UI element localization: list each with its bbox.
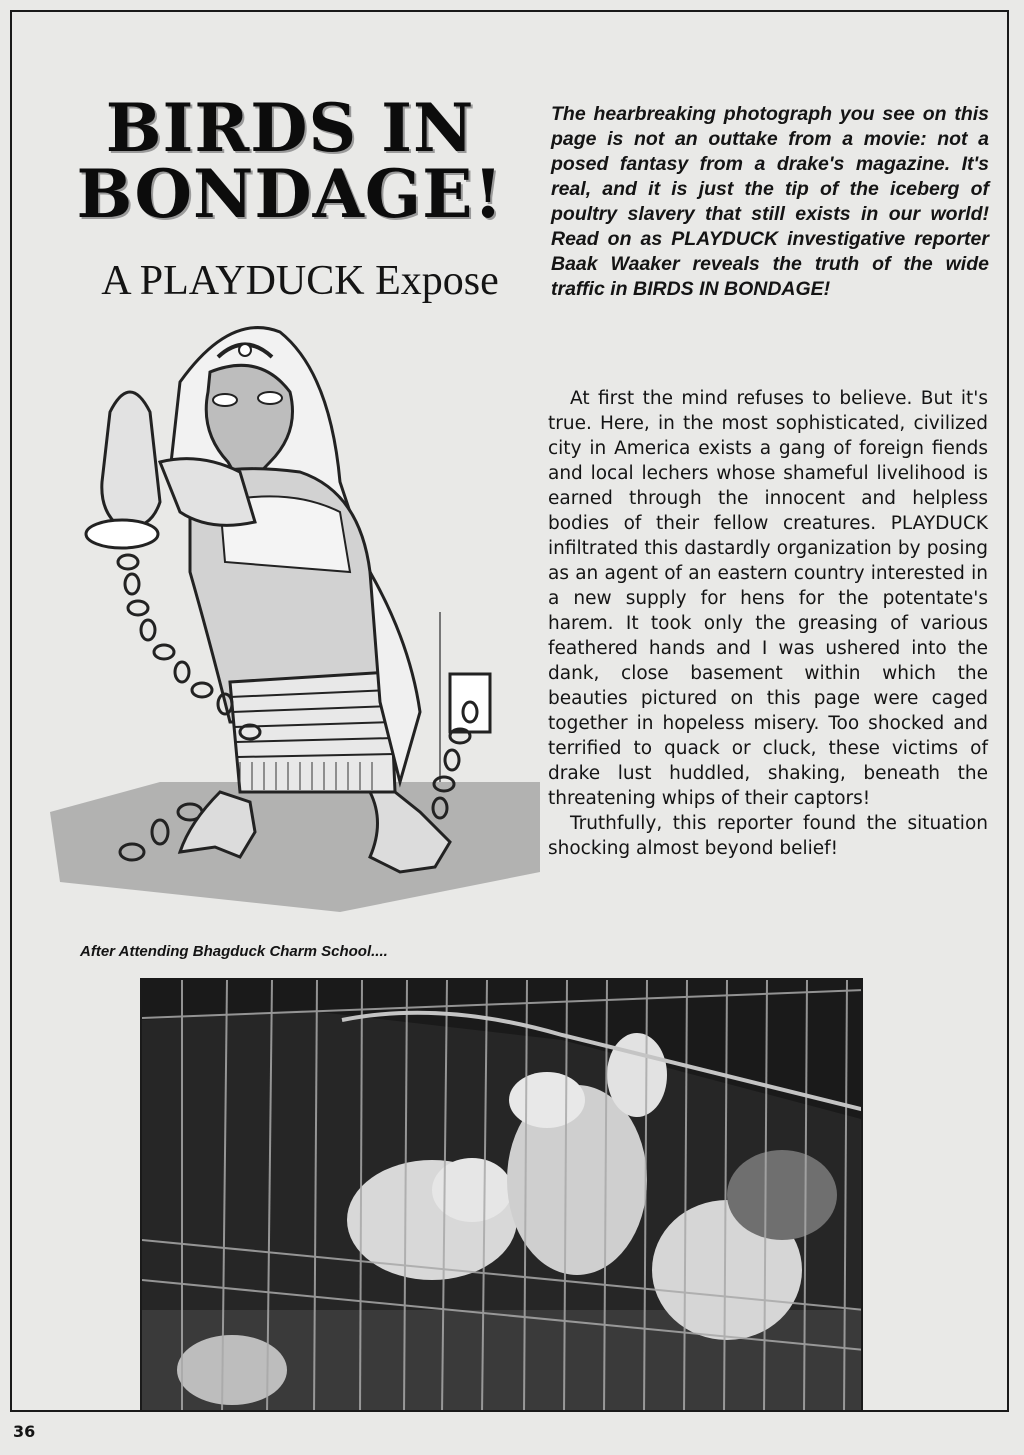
duck-illustration bbox=[40, 312, 540, 922]
body-paragraph-1: At first the mind refuses to believe. But it's true. Here, in the most sophisticated, civilized city in America exists a gang of foreign fiends and local lechers whose shameful livelihood is earned through the innocent and helpless bodies of their fellow creatures. PLAYDUCK infiltrated this dastardly organization by posing as an agent of an eastern country interested in a new supply for hens for the potentate's harem. It took only the greasing of various feathered hands and I was ushered into the dank, close basement within which the beauties pictured on this page were caged together in hopeless misery. Too shocked and terrified to quack or cluck, these victims of drake lust huddled, shaking, beneath the threatening whips of their captors! bbox=[548, 388, 988, 809]
caged-hens-photo bbox=[140, 978, 863, 1412]
headline-line-1: BIRDS IN bbox=[105, 89, 475, 167]
body-paragraph-2: Truthfully, this reporter found the situation shocking almost beyond belief! bbox=[548, 813, 988, 859]
page-number: 36 bbox=[13, 1422, 36, 1441]
headline-line-2: BONDAGE! bbox=[76, 155, 504, 233]
headline bbox=[60, 89, 520, 233]
article-body bbox=[548, 386, 988, 861]
illustration-caption: After Attending Bhagduck Charm School.... bbox=[80, 943, 388, 960]
cage-photo-graphic bbox=[142, 980, 863, 1412]
subtitle: A PLAYDUCK Expose bbox=[101, 258, 499, 304]
intro-paragraph: The hearbreaking photograph you see on this page is not an outtake from a movie: not a posed fantasy from a drake's magazine. It's real, and it is just the tip of the iceberg of poultry slavery that still exists in our world! Read on as PLAYDUCK investigative reporter Baak Waaker reveals the truth of the wide traffic in BIRDS IN BONDAGE! bbox=[551, 103, 989, 300]
